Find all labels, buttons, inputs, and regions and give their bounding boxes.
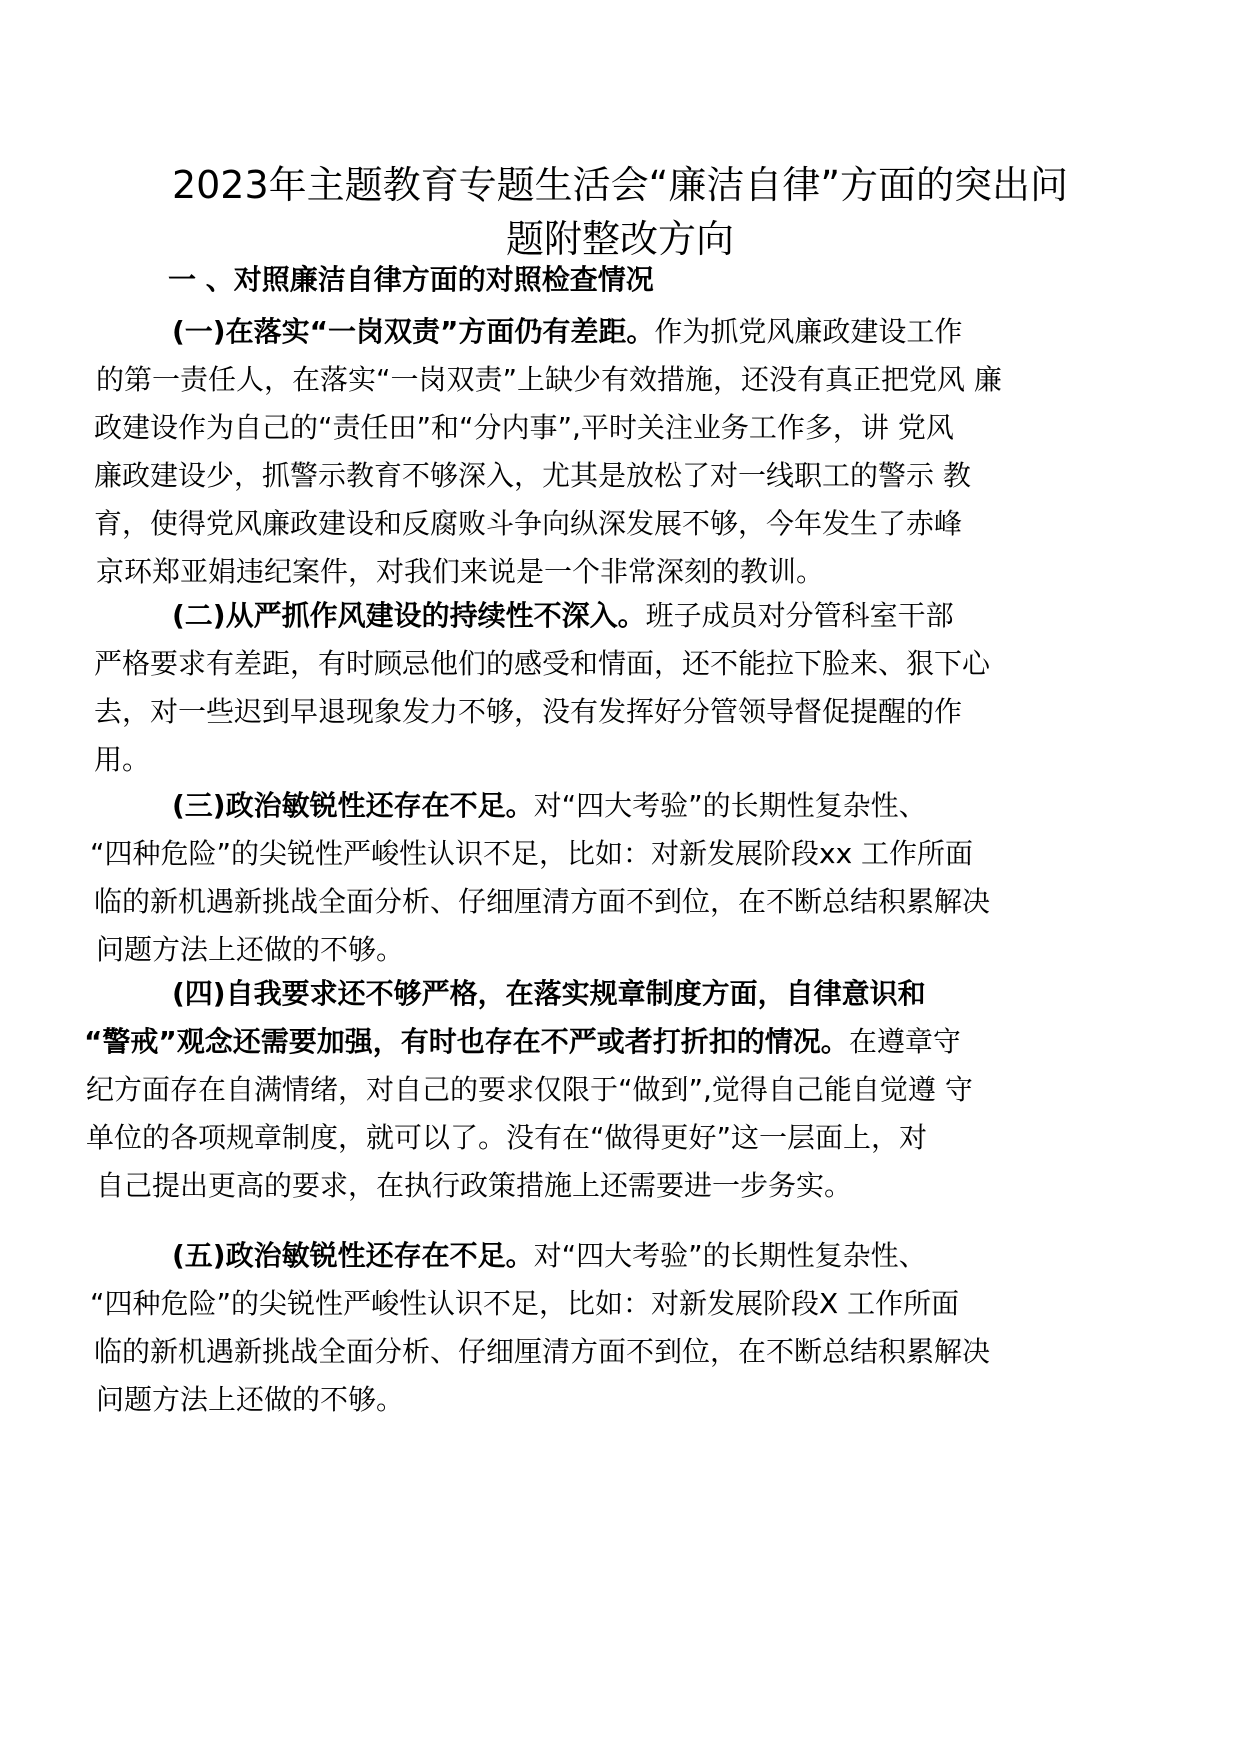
paragraph-line: 纪方面存在自满情绪，对自己的要求仅限于“做到”,觉得自己能自觉遵 守 [86,1073,973,1106]
section-heading: 一 、对照廉洁自律方面的对照检查情况 [168,263,654,296]
paragraph-heading: (四)自我要求还不够严格，在落实规章制度方面，自律意识和 [172,977,926,1010]
paragraph-line: “四种危险”的尖锐性严峻性认识不足，比如：对新发展阶段X 工作所面 [90,1287,960,1320]
paragraph-line: 京环郑亚娟违纪案件，对我们来说是一个非常深刻的教训。 [96,555,825,588]
paragraph-line: 单位的各项规章制度，就可以了。没有在“做得更好”这一层面上，对 [86,1121,928,1154]
paragraph-heading: (五)政治敏锐性还存在不足。 [172,1239,534,1272]
paragraph-text: 作为抓党风廉政建设工作 [654,315,963,348]
paragraph-line: 去，对一些迟到早退现象发力不够，没有发挥好分管领导督促提醒的作 [94,695,963,728]
paragraph-heading: (二)从严抓作风建设的持续性不深入。 [172,599,646,632]
paragraph-line: 育，使得党风廉政建设和反腐败斗争向纵深发展不够，今年发生了赤峰 [94,507,963,540]
paragraph-line: 政建设作为自己的“责任田”和“分内事”,平时关注业务工作多，讲 党风 [94,411,954,444]
paragraph-line [172,782,1120,830]
paragraph-heading: (三)政治敏锐性还存在不足。 [172,789,534,822]
paragraph-line: 问题方法上还做的不够。 [96,933,405,966]
paragraph-line [172,592,1120,640]
paragraph-line: 严格要求有差距，有时顾忌他们的感受和情面，还不能拉下脸来、狠下心 [94,647,991,680]
document-title [100,158,1140,266]
paragraph-line: 临的新机遇新挑战全面分析、仔细厘清方面不到位，在不断总结积累解决 [94,885,991,918]
paragraph-line: 问题方法上还做的不够。 [96,1383,405,1416]
title-line-2: 题附整改方向 [505,217,734,261]
paragraph-line: “四种危险”的尖锐性严峻性认识不足，比如：对新发展阶段xx 工作所面 [90,837,974,870]
paragraph-4 [84,970,1120,1210]
paragraph-text: 班子成员对分管科室干部 [645,599,954,632]
paragraph-line: 廉政建设少，抓警示教育不够深入，尤其是放松了对一线职工的警示 教 [94,459,971,492]
paragraph-3 [90,782,1120,974]
paragraph-line: 自己提出更高的要求，在执行政策措施上还需要进一步务实。 [96,1169,853,1202]
paragraph-line [172,308,1120,356]
paragraph-1 [90,308,1120,596]
paragraph-text: 在遵章守 [848,1025,961,1058]
paragraph-line: 临的新机遇新挑战全面分析、仔细厘清方面不到位，在不断总结积累解决 [94,1335,991,1368]
paragraph-5 [90,1232,1120,1424]
paragraph-line [172,1232,1120,1280]
paragraph-text: 对“四大考验”的长期性复杂性、 [533,789,927,822]
paragraph-line: 用。 [94,743,151,776]
paragraph-line [84,1018,1120,1066]
paragraph-text: 对“四大考验”的长期性复杂性、 [533,1239,927,1272]
paragraph-line: 的第一责任人，在落实“一岗双责”上缺少有效措施，还没有真正把党风 廉 [96,363,1002,396]
title-line-1: 2023年主题教育专题生活会“廉洁自律”方面的突出问 [171,163,1069,207]
paragraph-heading: “警戒”观念还需要加强，有时也存在不严或者打折扣的情况。 [84,1025,849,1058]
paragraph-heading: (一)在落实“一岗双责”方面仍有差距。 [172,315,655,348]
paragraph-2 [90,592,1120,784]
